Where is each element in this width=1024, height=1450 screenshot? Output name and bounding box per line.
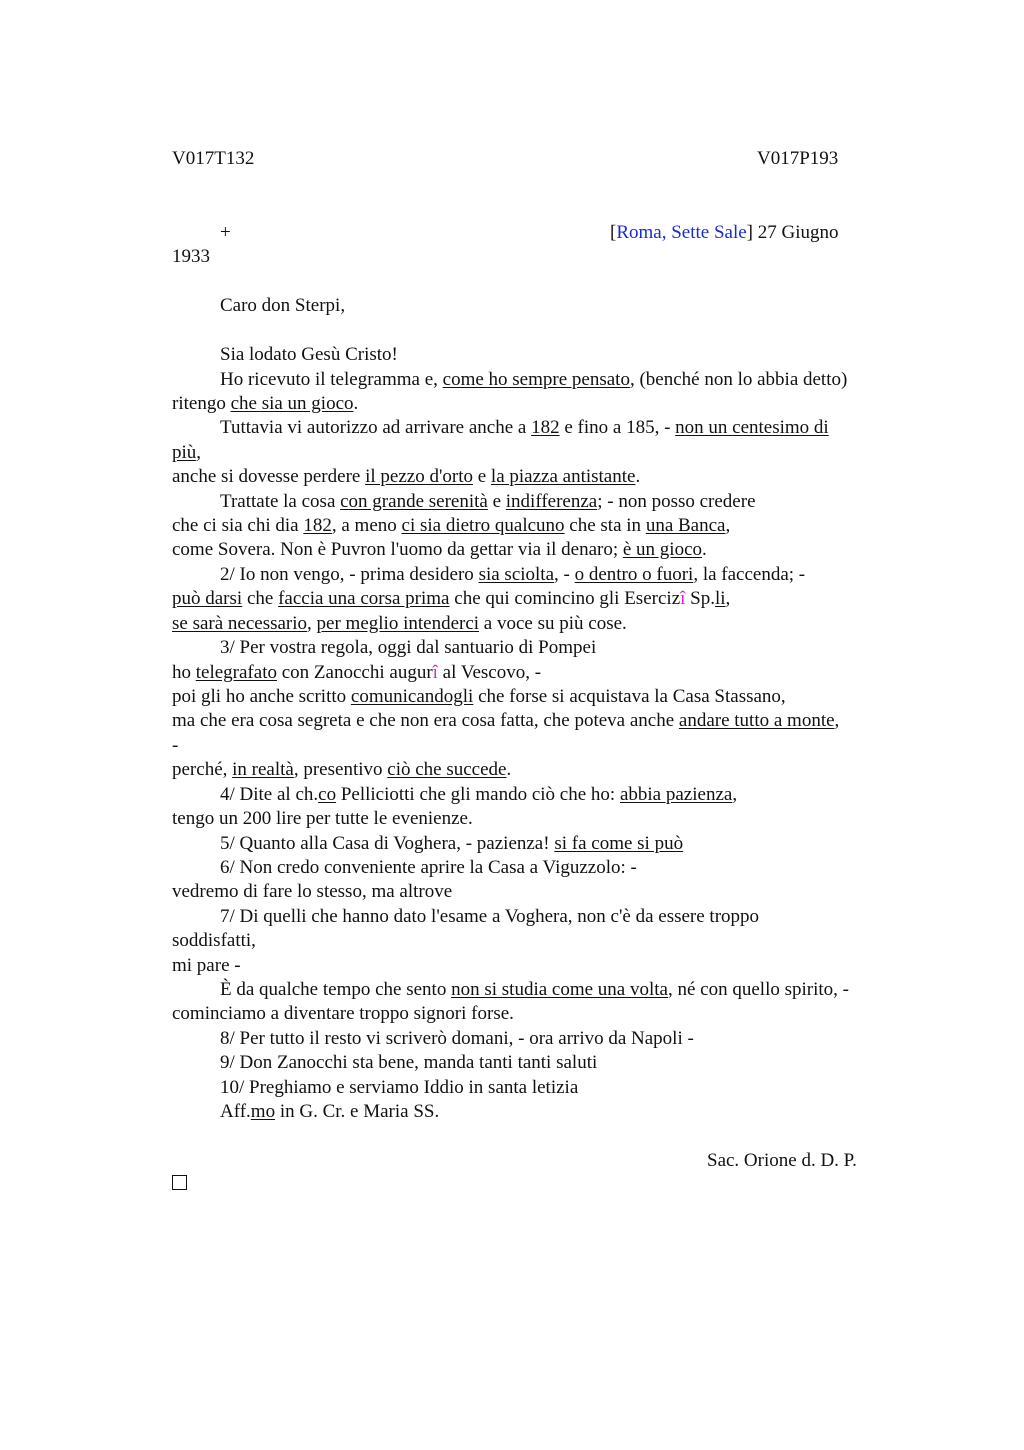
date-year: 1933 (172, 246, 210, 267)
header-left-code: V017T132 (172, 148, 255, 169)
paragraph-line: che ci sia chi dia 182, a meno ci sia dietro qualcuno che sta in una Banca, (172, 515, 731, 536)
greeting: Sia lodato Gesù Cristo! (220, 344, 398, 365)
date-line: [Roma, Sette Sale] 27 Giugno (610, 222, 839, 243)
paragraph-line: tengo un 200 lire per tutte le evenienze. (172, 808, 473, 829)
paragraph-line: 5/ Quanto alla Casa di Voghera, - pazienza! si fa come si può (220, 833, 684, 854)
paragraph-line: 4/ Dite al ch.co Pelliciotti che gli mando ciò che ho: abbia pazienza, (220, 784, 738, 805)
paragraph-line: 9/ Don Zanocchi sta bene, manda tanti tanti saluti (220, 1052, 598, 1073)
signature: Sac. Orione d. D. P. (707, 1150, 857, 1171)
paragraph-line: perché, in realtà, presentivo ciò che succede. (172, 759, 512, 780)
cross-mark: + (220, 222, 231, 243)
paragraph-line: 7/ Di quelli che hanno dato l'esame a Voghera, non c'è da essere troppo (220, 906, 760, 927)
paragraph-line: ma che era cosa segreta e che non era cosa fatta, che poteva anche andare tutto a monte, (172, 710, 840, 731)
paragraph-line: 10/ Preghiamo e serviamo Iddio in santa letizia (220, 1077, 579, 1098)
paragraph-line: mi pare - (172, 955, 241, 976)
place-name: Roma, Sette Sale (616, 222, 747, 243)
paragraph-line: 2/ Io non vengo, - prima desidero sia sciolta, - o dentro o fuori, la faccenda; - (220, 564, 806, 585)
paragraph-line: - (172, 735, 179, 756)
paragraph-line: cominciamo a diventare troppo signori forse. (172, 1003, 514, 1024)
paragraph-line: Tuttavia vi autorizzo ad arrivare anche a 182 e fino a 185, - non un centesimo di (220, 417, 829, 438)
paragraph-line: può darsi che faccia una corsa prima che qui comincino gli Esercizî Sp.li, (172, 588, 731, 609)
paragraph-line: 3/ Per vostra regola, oggi dal santuario di Pompei (220, 637, 597, 658)
paragraph-line: se sarà necessario, per meglio intenderci a voce su più cose. (172, 613, 627, 634)
paragraph-line: come Sovera. Non è Puvron l'uomo da gettar via il denaro; è un gioco. (172, 539, 707, 560)
paragraph-line: anche si dovesse perdere il pezzo d'orto e la piazza antistante. (172, 466, 641, 487)
paragraph-line: più, (172, 442, 202, 463)
paragraph-line: Trattate la cosa con grande serenità e indifferenza; - non posso credere (220, 491, 756, 512)
paragraph-line: È da qualche tempo che sento non si studia come una volta, né con quello spirito, - (220, 979, 849, 1000)
paragraph-line: 6/ Non credo conveniente aprire la Casa a Viguzzolo: - (220, 857, 637, 878)
paragraph-line: ho telegrafato con Zanocchi augurî al Vescovo, - (172, 662, 542, 683)
paragraph-line: 8/ Per tutto il resto vi scriverò domani, - ora arrivo da Napoli - (220, 1028, 694, 1049)
checkbox-square-icon (172, 1175, 187, 1190)
header-right-code: V017P193 (757, 148, 839, 169)
paragraph-line: vedremo di fare lo stesso, ma altrove (172, 881, 453, 902)
salutation: Caro don Sterpi, (220, 295, 346, 316)
closing-line: Aff.mo in G. Cr. e Maria SS. (220, 1101, 440, 1122)
paragraph-line: poi gli ho anche scritto comunicandogli che forse si acquistava la Casa Stassano, (172, 686, 786, 707)
paragraph-line: Ho ricevuto il telegramma e, come ho sempre pensato, (benché non lo abbia detto) (220, 369, 848, 390)
paragraph-line: soddisfatti, (172, 930, 256, 951)
paragraph-line: ritengo che sia un gioco. (172, 393, 359, 414)
